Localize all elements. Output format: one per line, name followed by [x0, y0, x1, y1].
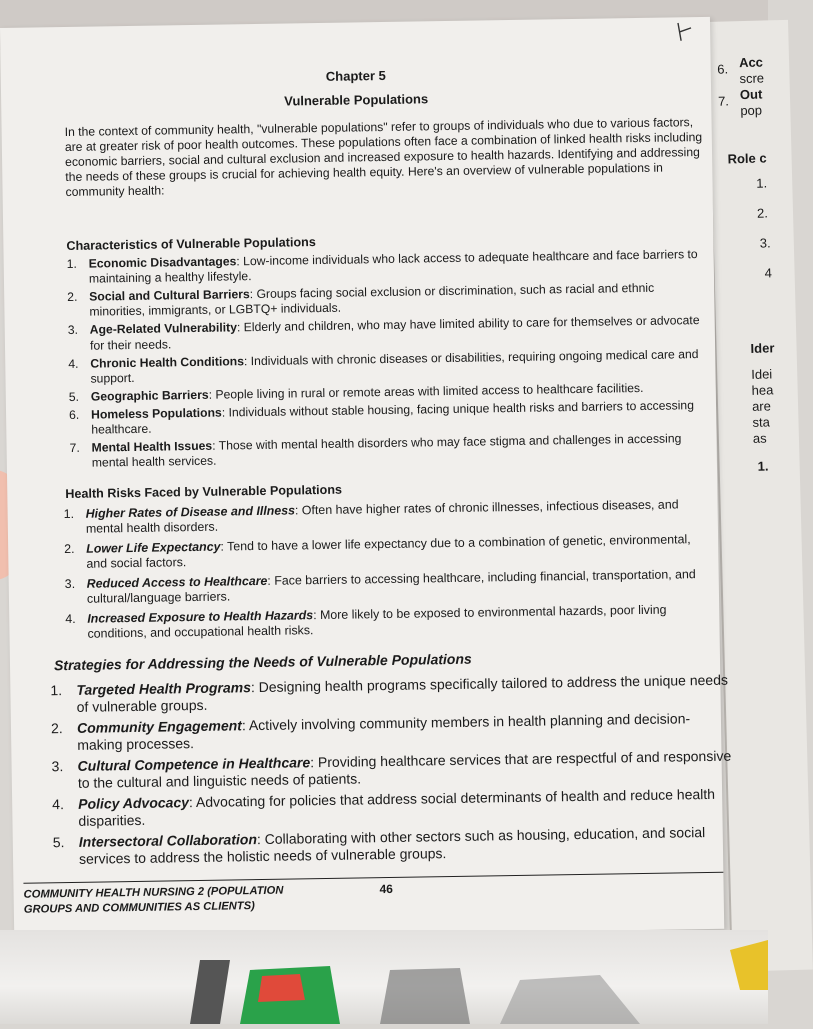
health-risks-list	[64, 497, 716, 647]
next-page-text: 1.	[756, 175, 768, 191]
next-page-text: 3.	[759, 235, 771, 251]
next-page-text: Acc	[738, 54, 764, 71]
desk-surface	[0, 930, 768, 1024]
list-item: 5. Geographic Barriers: People living in rural or remote areas with limited access to healthcare facilities.	[68, 380, 644, 404]
next-page-text: Ider	[750, 340, 775, 356]
strategies-list	[50, 672, 733, 873]
list-item: 4. Policy Advocacy: Advocating for policies that address social determinants of health and reduce health disparities.	[52, 785, 716, 829]
list-item: 6. Homeless Populations: Individuals without stable housing, facing unique health risks and barriers to accessing healthcare.	[68, 397, 695, 437]
list-item: 2. Community Engagement: Actively involving community members in health planning and decision-making processes.	[50, 710, 691, 753]
footer-line: GROUPS AND COMMUNITIES AS CLIENTS)	[23, 900, 255, 916]
list-item: 2. Social and Cultural Barriers: Groups facing social exclusion or discrimination, such as racial and ethnic minorities, immigrants, or LGBTQ+ individuals.	[67, 280, 655, 320]
footer-line: COMMUNITY HEALTH NURSING 2 (POPULATION	[23, 884, 284, 901]
characteristics-list	[67, 247, 710, 474]
list-item: 3. Age-Related Vulnerability: Elderly and children, who may have limited ability to care for themselves or advocate for their needs.	[67, 313, 700, 353]
next-page-text: hea	[751, 382, 774, 398]
next-page-text: 6.	[717, 61, 729, 77]
list-item: 7. Mental Health Issues: Those with mental health disorders who may face stigma and challenges in accessing mental health services.	[69, 431, 682, 470]
document-page	[0, 17, 732, 940]
footer-rule	[23, 872, 723, 884]
footer-title	[24, 884, 284, 918]
next-page-text: as	[752, 430, 767, 446]
list-item: 5. Intersectoral Collaboration: Collaborating with other sectors such as housing, education, and social services to address the holistic needs of vulnerable groups.	[52, 824, 706, 867]
next-page-text: 1.	[757, 458, 769, 474]
section-heading-characteristics: Characteristics of Vulnerable Populations	[66, 235, 316, 253]
next-page-text: sta	[752, 414, 771, 430]
list-item: 3. Cultural Competence in Healthcare: Providing healthcare services that are respectful of and responsive to the cultural and linguistic needs of patients.	[51, 747, 732, 791]
list-item: 4. Chronic Health Conditions: Individuals with chronic diseases or disabilities, requiring ongoing medical care and support.	[68, 346, 699, 386]
intro-paragraph: In the context of community health, "vulnerable populations" refer to groups of individuals who due to various factors, are at greater risk of poor health outcomes. These populations often face a combination of linked health risks including economic barriers, social and cultural exclusion and increased exposure to health hazards. Identifying and addressing the needs of these groups is crucial for achieving health equity. Here's an overview of vulnerable populations in community health:	[64, 115, 703, 199]
list-item: 1. Higher Rates of Disease and Illness: Often have higher rates of chronic illnesses, infectious diseases, and mental health disorders.	[63, 497, 679, 537]
list-item: 2. Lower Life Expectancy: Tend to have a lower life expectancy due to a combination of genetic, environmental, and social factors.	[64, 532, 691, 572]
list-item: 3. Reduced Access to Healthcare: Face barriers to accessing healthcare, including financial, transportation, and cultural/language barriers.	[64, 567, 696, 607]
next-page-text: Out	[739, 86, 763, 103]
next-page-text: are	[751, 398, 772, 414]
next-page-text: 7.	[717, 93, 730, 109]
chapter-label: Chapter 5	[325, 67, 386, 84]
section-heading-health-risks: Health Risks Faced by Vulnerable Populations	[65, 482, 343, 502]
page-title: Vulnerable Populations	[284, 91, 429, 109]
next-page-text: pop	[740, 102, 763, 119]
list-item: 1. Economic Disadvantages: Low-income individuals who lack access to adequate healthcare and face barriers to maintaining a healthy lifestyle.	[66, 247, 698, 286]
page-number: 46	[379, 881, 394, 897]
pen-mark-icon	[672, 18, 699, 49]
list-item: 4. Increased Exposure to Health Hazards: More likely to be exposed to environmental hazards, poor living conditions, and occupational health risks.	[65, 602, 667, 642]
next-page-text: scre	[739, 70, 765, 87]
list-item: 1. Targeted Health Programs: Designing health programs specifically tailored to address the unique needs of vulnerable groups.	[50, 671, 729, 715]
next-page-text: 4	[764, 265, 773, 281]
next-page-text: Role c	[727, 150, 767, 167]
section-heading-strategies: Strategies for Addressing the Needs of Vulnerable Populations	[53, 650, 472, 674]
next-page-text: Idei	[751, 366, 773, 382]
next-page-text: 2.	[756, 205, 769, 221]
